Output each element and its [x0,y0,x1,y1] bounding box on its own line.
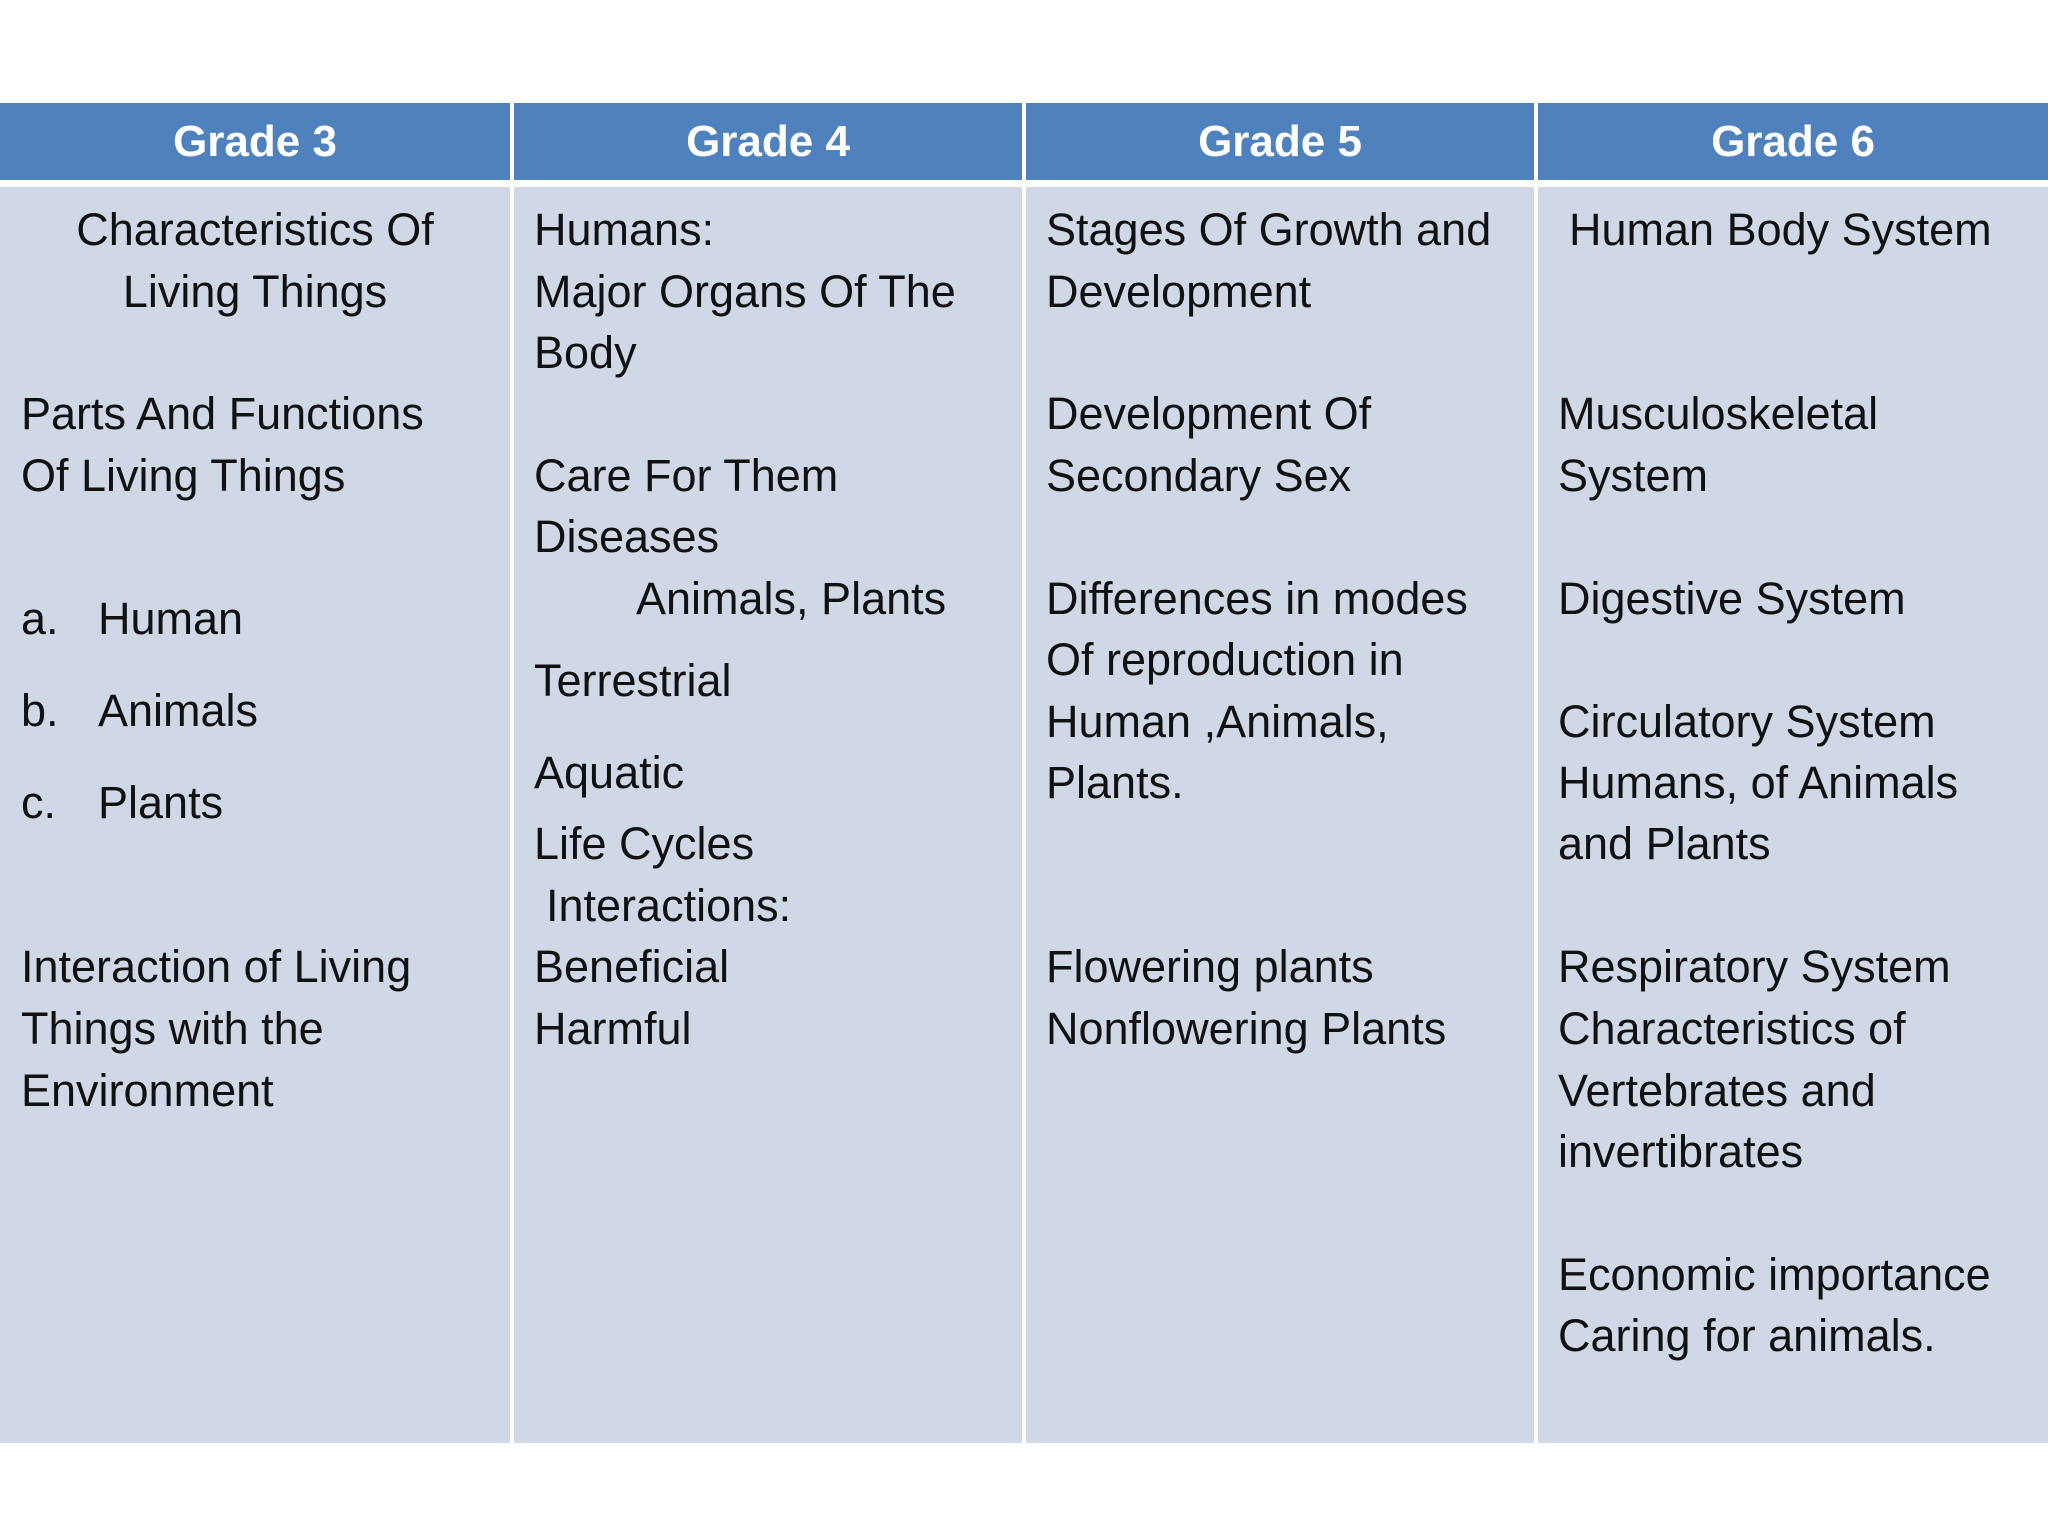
topic-line: Differences in modes [1046,573,1468,624]
topic-line: Terrestrial [534,655,732,706]
topic-line: Vertebrates and [1558,1065,1876,1116]
topic-line: Circulatory System [1558,696,1936,747]
list-item: Plants [98,777,224,828]
topic-line: Development Of [1046,388,1372,439]
topic-line: Secondary Sex [1046,450,1352,501]
topic-line: Human ,Animals, [1046,696,1389,747]
topic-line: Body [534,327,637,378]
topic-line: Living Things [122,266,388,317]
topic-line: Plants. [1046,757,1184,808]
list-item: Animals [98,685,259,736]
column-body [514,187,1022,1443]
topic-line: Beneficial [534,941,730,992]
grade-3-column [0,103,510,1443]
column-header: Grade 6 [1538,103,2048,180]
topic-line: Life Cycles [534,818,755,869]
topic-line: Characteristics Of [76,204,434,255]
topic-line: Nonflowering Plants [1046,1003,1447,1054]
grade-4-column [514,103,1022,1443]
topic-line: Flowering plants [1046,941,1374,992]
topic-line: Characteristics of [1558,1003,1906,1054]
topic-line: Development [1046,266,1312,317]
topic-line: Environment [21,1065,274,1116]
topic-line: Respiratory System [1558,941,1951,992]
topic-line: Economic importance [1558,1249,1991,1300]
topic-line: Digestive System [1558,573,1906,624]
topic-line: Aquatic [534,747,685,798]
topic-line: Interactions: [546,880,792,931]
topic-line: Of reproduction in [1046,634,1404,685]
list-marker: c. [21,777,57,828]
topic-line: Humans: [534,204,715,255]
topic-line: Stages Of Growth and [1046,204,1492,255]
column-header: Grade 4 [514,103,1022,180]
topic-line: invertibrates [1558,1126,1804,1177]
topic-line: Major Organs Of The [534,266,956,317]
grade-curriculum-table [0,103,2048,1443]
topic-line: Human Body System [1569,204,1992,255]
grade-5-column [1026,103,1534,1443]
topic-line: Animals, Plants [636,573,947,624]
list-marker: a. [21,593,59,644]
column-body [1538,187,2048,1443]
column-header: Grade 5 [1026,103,1534,180]
topic-line: Of Living Things [21,450,346,501]
grade-6-column [1538,103,2048,1443]
list-item: Human [98,593,244,644]
topic-line: Caring for animals. [1558,1310,1936,1361]
topic-line: Parts And Functions [21,388,424,439]
list-marker: b. [21,685,59,736]
topic-line: Humans, of Animals [1558,757,1959,808]
topic-line: Harmful [534,1003,692,1054]
topic-line: Things with the [21,1003,324,1054]
topic-line: Diseases [534,511,720,562]
topic-line: Care For Them [534,450,839,501]
column-body [0,187,510,1443]
topic-line: and Plants [1558,818,1771,869]
topic-line: Musculoskeletal [1558,388,1879,439]
topic-line: Interaction of Living [21,941,412,992]
topic-line: System [1558,450,1709,501]
column-body [1026,187,1534,1443]
column-header: Grade 3 [0,103,510,180]
